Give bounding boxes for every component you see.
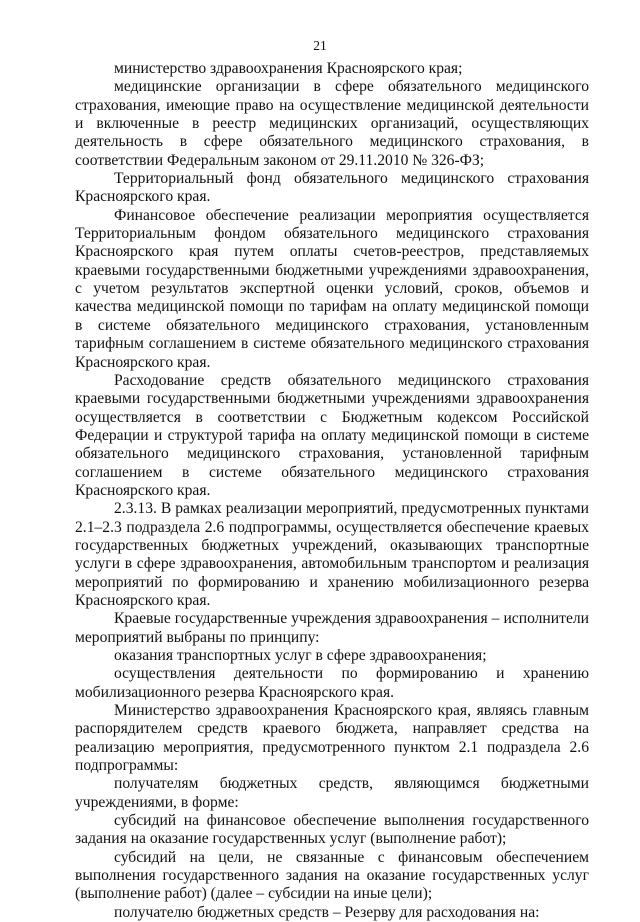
paragraph-transport-services: оказания транспортных услуг в сфере здравоохранения; [114, 647, 487, 664]
paragraph-territorial-fund: Территориальный фонд обязательного медицинского страхования Красноярского края. [75, 170, 589, 206]
document-body [75, 60, 589, 922]
paragraph-ministry-distributor: Министерство здравоохранения Красноярского края, являясь главным распорядителем средств краевого бюджета, направляет средства на реализацию мероприятия, предусмотренного пунктом 2.1 подраздела 2.6 подпрограммы: [75, 702, 589, 775]
paragraph-mobilization-reserve: осуществления деятельности по формированию и хранению мобилизационного резерва Красноярского края. [75, 665, 589, 701]
paragraph-budget-recipients: получателям бюджетных средств, являющимся бюджетными учреждениями, в форме: [75, 775, 589, 811]
paragraph-section-2-3-13: 2.3.13. В рамках реализации мероприятий, предусмотренных пунктами 2.1–2.3 подраздела 2.6 подпрограммы, осуществляется обеспечение краевых государственных бюджетных учреждений, оказывающих транспортные услуги в сфере здравоохранения, автомобильным транспортом и реализация мероприятий по формированию и хранению мобилизационного резерва Красноярского края. [75, 500, 589, 609]
paragraph-subsidies-state-task: субсидий на финансовое обеспечение выполнения государственного задания на оказание государственных услуг (выполнение работ); [75, 812, 589, 848]
paragraph-ministry: министерство здравоохранения Красноярского края; [114, 60, 463, 77]
paragraph-reserve: получателю бюджетных средств – Резерву для расходования на: [114, 903, 540, 921]
page-number: 21 [313, 38, 327, 53]
paragraph-medical-organizations: медицинские организации в сфере обязательного медицинского страхования, имеющие право на осуществление медицинской деятельности и включенные в реестр медицинских организаций, осуществляющих деятельность в сфере обязательного медицинского страхования, в соответствии Федеральным законом от 29.11.2010 № 326-ФЗ; [75, 78, 589, 169]
paragraph-executors: Краевые государственные учреждения здравоохранения – исполнители мероприятий выбраны по принципу: [75, 610, 589, 646]
paragraph-subsidies-other: субсидий на цели, не связанные с финансовым обеспечением выполнения государственного задания на оказание государственных услуг (выполнение работ) (далее – субсидии на иные цели); [75, 848, 589, 903]
paragraph-spending: Расходование средств обязательного медицинского страхования краевыми государственными бюджетными учреждениями здравоохранения осуществляется в соответствии с Бюджетным кодексом Российской Федерации и структурой тарифа на оплату медицинской помощи в системе обязательного медицинского страхования, установленной тарифным соглашением в системе обязательного медицинского страхования Красноярского края. [75, 371, 589, 499]
paragraph-financing: Финансовое обеспечение реализации мероприятия осуществляется Территориальным фондом обязательного медицинского страхования Красноярского края путем оплаты счетов-реестров, представляемых краевыми государственными бюджетными учреждениями здравоохранения, с учетом результатов экспертной оценки условий, сроков, объемов и качества медицинской помощи по тарифам на оплату медицинской помощи в системе обязательного медицинского страхования, установленным тарифным соглашением в системе обязательного медицинского страхования Красноярского края. [75, 206, 589, 371]
